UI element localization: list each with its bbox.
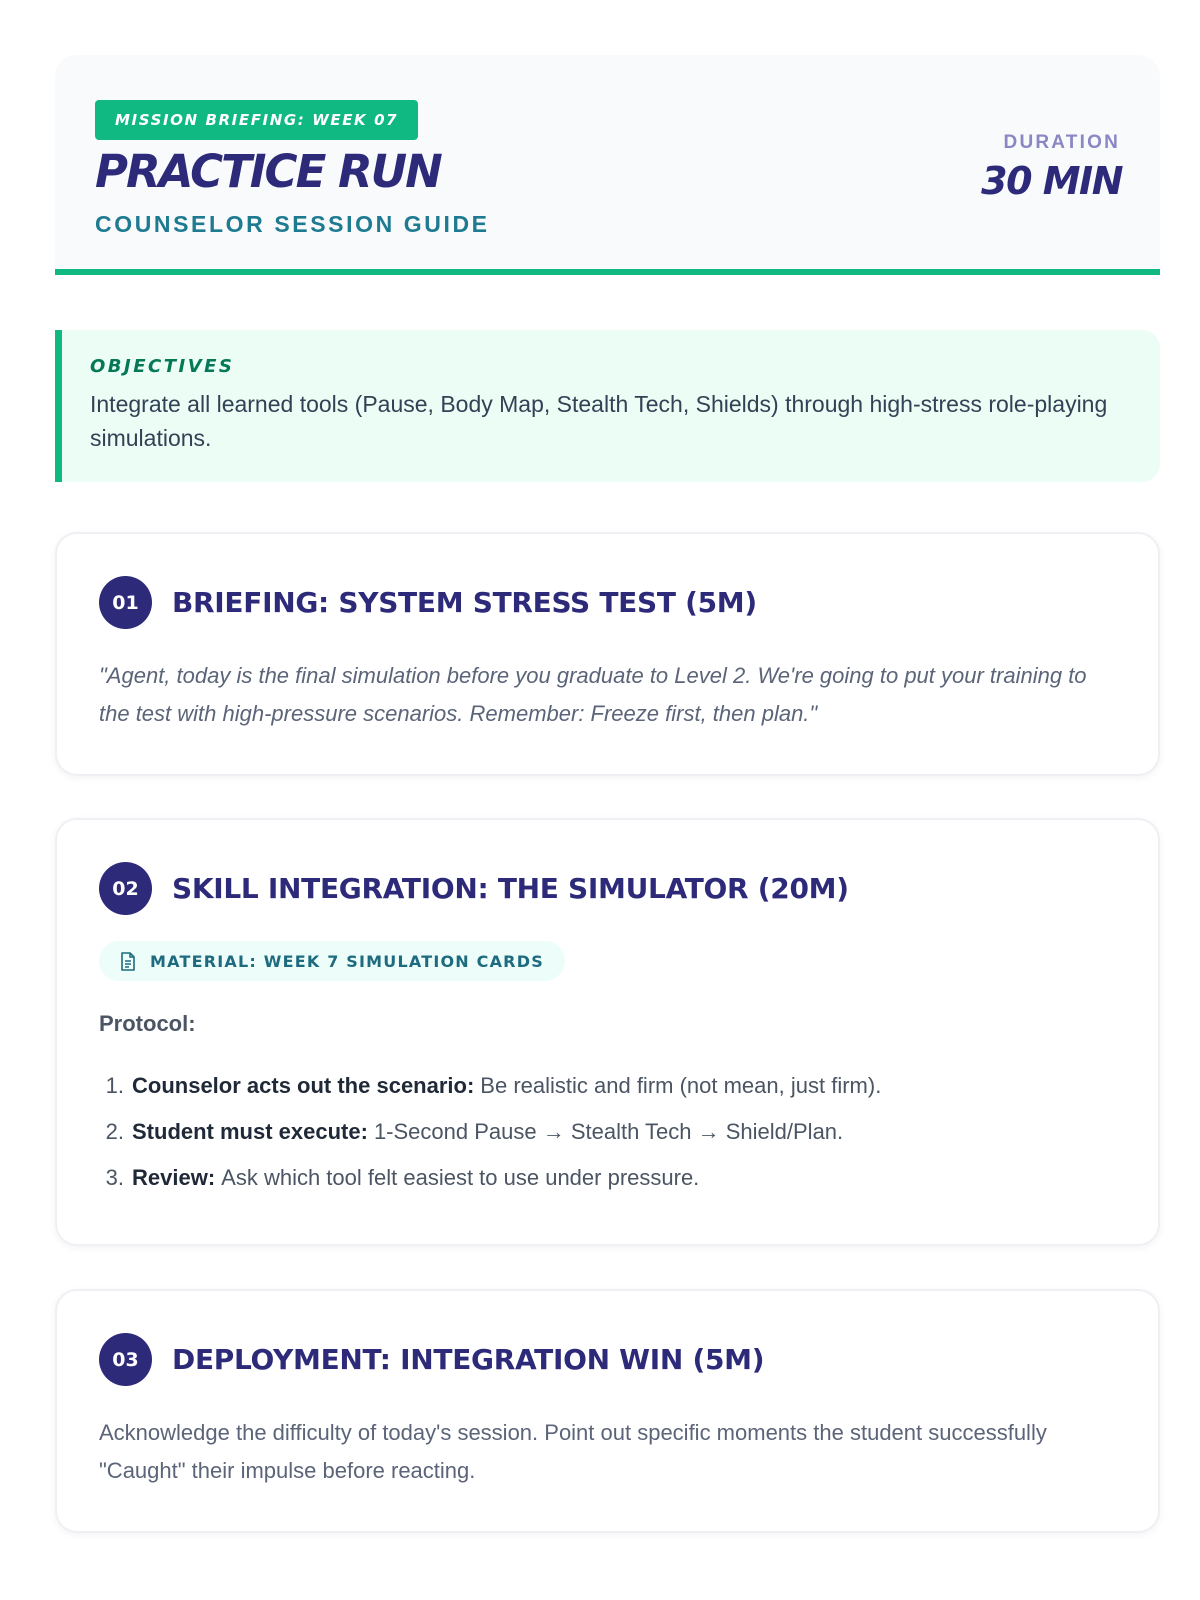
objectives-label: OBJECTIVES	[90, 356, 235, 377]
section-header	[99, 862, 1116, 915]
list-item	[99, 1069, 1116, 1103]
step-number: 1.	[105, 1073, 124, 1098]
section-number-badge: 01	[99, 576, 152, 629]
briefing-quote: "Agent, today is the final simulation before you graduate to Level 2. We're going to put your training to the test with high-pressure scenarios. Remember: Freeze first, then plan."	[99, 663, 1087, 726]
header	[55, 55, 1160, 275]
protocol-label: Protocol:	[99, 1011, 196, 1036]
section-header	[99, 576, 1116, 629]
section-number-badge: 02	[99, 862, 152, 915]
section-header	[99, 1333, 1116, 1386]
step-text: Be realistic and firm (not mean, just firm).	[480, 1073, 882, 1098]
duration-value: 30 MIN	[981, 159, 1122, 203]
deployment-text: Acknowledge the difficulty of today's session. Point out specific moments the student successfully "Caught" their impulse before reacting.	[99, 1420, 1047, 1483]
document-icon	[120, 952, 136, 971]
step-text: Ask which tool felt easiest to use under pressure.	[221, 1165, 700, 1190]
material-tag	[99, 941, 565, 981]
page-title: PRACTICE RUN	[95, 145, 441, 198]
section-title: DEPLOYMENT: INTEGRATION WIN (5M)	[172, 1343, 765, 1376]
step-number: 3.	[105, 1165, 124, 1190]
step-heading: Student must execute:	[132, 1119, 368, 1144]
objectives-text: Integrate all learned tools (Pause, Body Map, Stealth Tech, Shields) through high-stress role-playing simulations.	[90, 391, 1108, 451]
step-number: 2.	[105, 1119, 124, 1144]
mission-badge: MISSION BRIEFING: WEEK 07	[95, 100, 418, 140]
step-heading: Review:	[132, 1165, 216, 1190]
duration-label: DURATION	[1003, 132, 1120, 153]
section-card-skill-integration	[55, 818, 1160, 1246]
section-number-badge: 03	[99, 1333, 152, 1386]
material-label: MATERIAL: WEEK 7 SIMULATION CARDS	[150, 951, 544, 971]
step-text: 1-Second Pause → Stealth Tech → Shield/Plan.	[373, 1119, 844, 1144]
section-title: BRIEFING: SYSTEM STRESS TEST (5M)	[172, 586, 757, 619]
section-card-briefing	[55, 532, 1160, 776]
list-item	[99, 1161, 1116, 1195]
step-heading: Counselor acts out the scenario:	[132, 1073, 475, 1098]
section-title: SKILL INTEGRATION: THE SIMULATOR (20M)	[172, 872, 849, 905]
section-card-deployment	[55, 1289, 1160, 1533]
protocol-steps	[99, 1069, 1116, 1195]
list-item	[99, 1115, 1116, 1149]
objectives-panel	[55, 330, 1160, 482]
page-subtitle: COUNSELOR SESSION GUIDE	[95, 211, 490, 237]
